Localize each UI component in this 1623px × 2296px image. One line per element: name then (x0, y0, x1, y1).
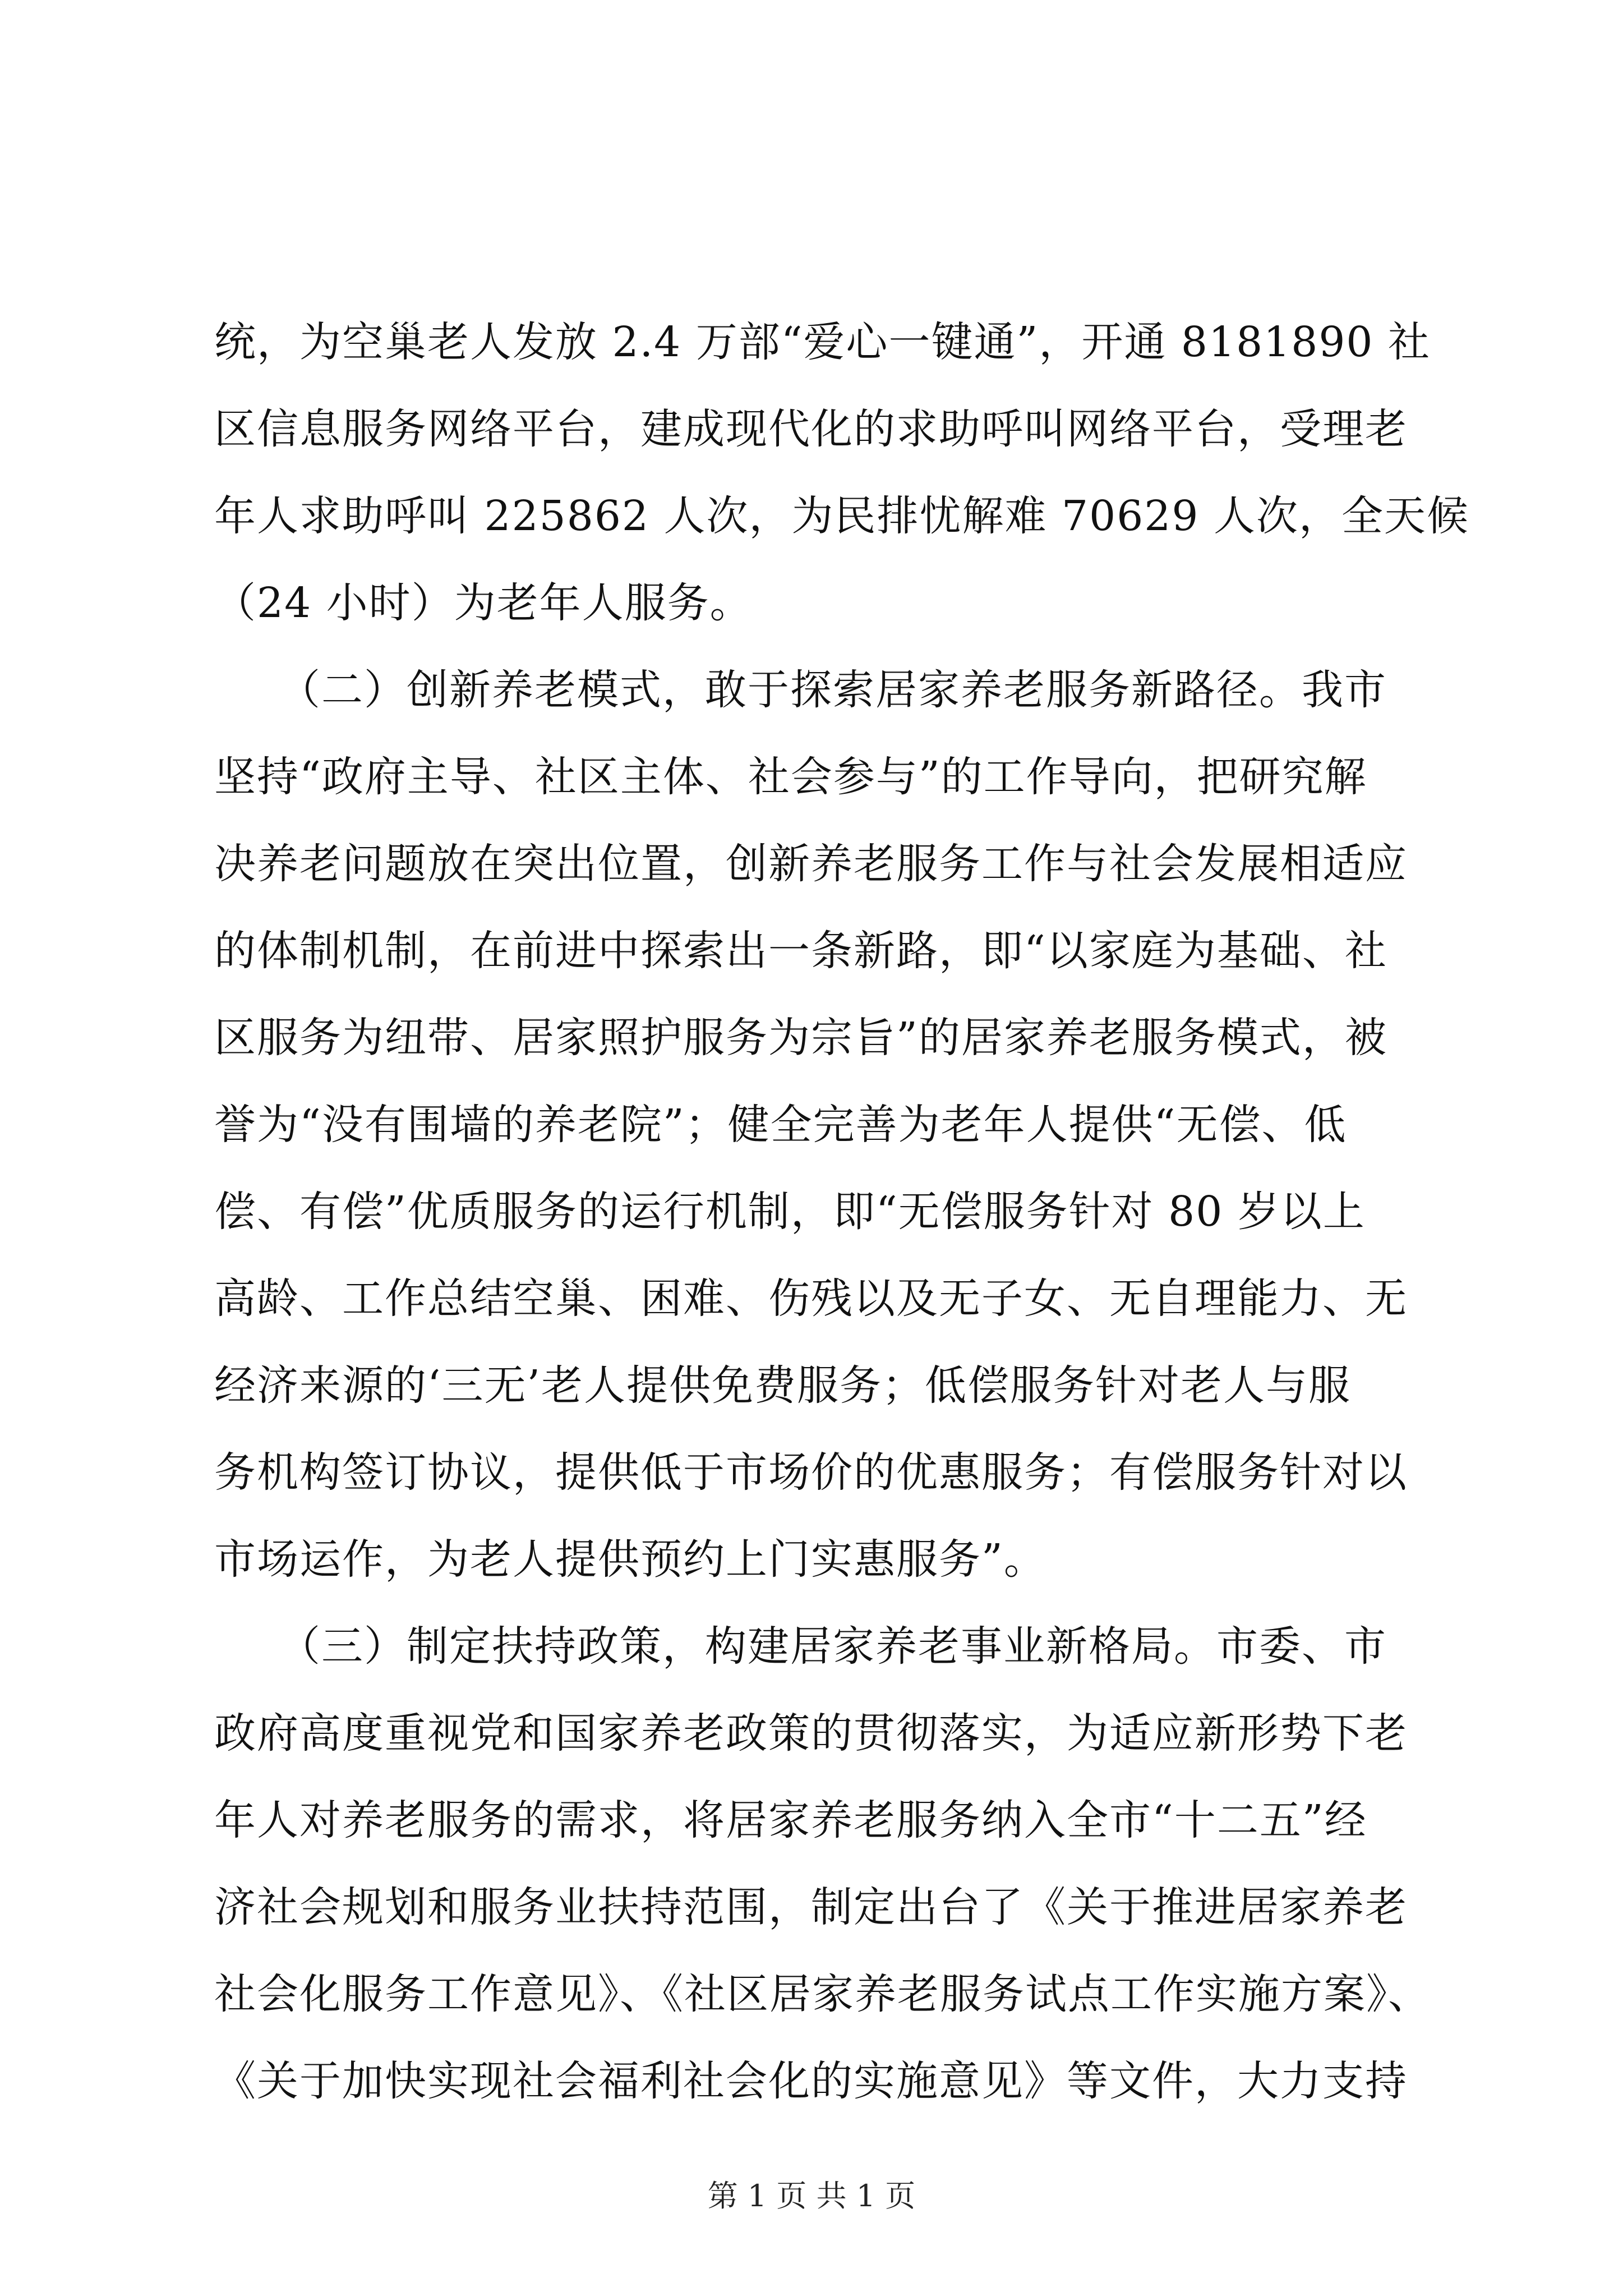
body-text-line: 务机构签订协议，提供低于市场价的优惠服务；有偿服务针对以 (214, 1448, 1408, 1497)
body-text-line: 高龄、工作总结空巢、困难、伤残以及无子女、无自理能力、无 (214, 1274, 1408, 1323)
body-text-line: 区服务为纽带、居家照护服务为宗旨”的居家养老服务模式，被 (214, 1014, 1387, 1062)
body-text-line: 誉为“没有围墙的养老院”；健全完善为老年人提供“无偿、低 (214, 1101, 1347, 1149)
body-text-line: 偿、有偿”优质服务的运行机制，即“无偿服务针对 80 岁以上 (214, 1188, 1366, 1236)
page-footer: 第 1 页 共 1 页 (707, 2178, 916, 2214)
body-text-line: 经济来源的‘三无’老人提供免费服务；低偿服务针对老人与服 (214, 1361, 1352, 1410)
body-text-line: 决养老问题放在突出位置，创新养老服务工作与社会发展相适应 (214, 840, 1408, 888)
body-text-line: 市场运作，为老人提供预约上门实惠服务”。 (214, 1535, 1046, 1584)
body-text-line: （24 小时）为老年人服务。 (214, 579, 753, 627)
body-text-line: （二）创新养老模式，敢于探索居家养老服务新路径。我市 (214, 666, 1387, 714)
body-text-line: 济社会规划和服务业扶持范围，制定出台了《关于推进居家养老 (214, 1883, 1408, 1931)
body-text-line: （三）制定扶持政策，构建居家养老事业新格局。市委、市 (214, 1622, 1387, 1671)
body-text-line: 社会化服务工作意见》、《社区居家养老服务试点工作实施方案》、 (214, 1970, 1431, 2018)
body-text-line: 《关于加快实现社会福利社会化的实施意见》等文件，大力支持 (214, 2057, 1408, 2105)
body-text-line: 年人对养老服务的需求，将居家养老服务纳入全市“十二五”经 (214, 1796, 1367, 1844)
body-text-line: 坚持“政府主导、社区主体、社会参与”的工作导向，把研究解 (214, 753, 1367, 801)
body-text-line: 区信息服务网络平台，建成现代化的求助呼叫网络平台，受理老 (214, 405, 1408, 453)
body-text-line: 的体制机制，在前进中探索出一条新路，即“以家庭为基础、社 (214, 927, 1387, 975)
body-text-line: 政府高度重视党和国家养老政策的贯彻落实，为适应新形势下老 (214, 1709, 1408, 1757)
body-text-line: 统，为空巢老人发放 2.4 万部“爱心一键通”，开通 8181890 社 (214, 318, 1431, 366)
body-text-line: 年人求助呼叫 225862 人次，为民排忧解难 70629 人次，全天候 (214, 492, 1469, 540)
